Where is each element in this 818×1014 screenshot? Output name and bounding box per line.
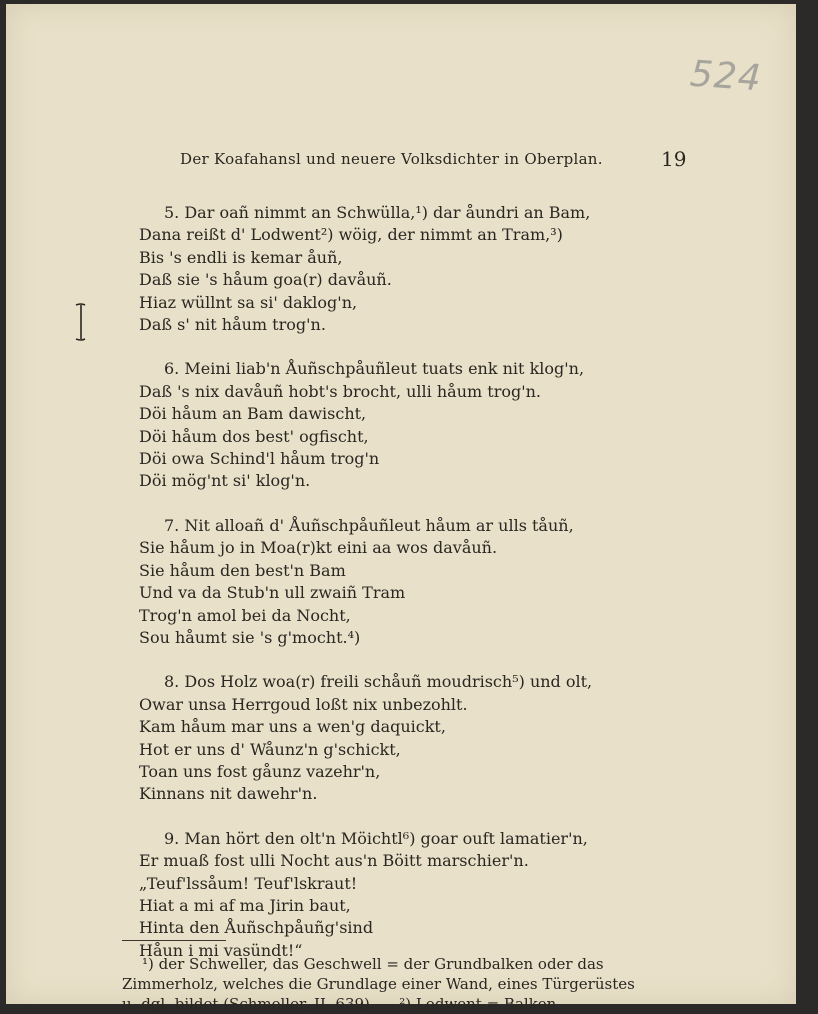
page-number: 19 [661, 147, 687, 171]
stanza-line: Owar unsa Herrgoud loßt nix unbezohlt. [139, 694, 468, 714]
footnotes [122, 954, 692, 1014]
stanza-line: Daß 's nix davåuñ hobt's brocht, ulli håum trog'n. [139, 381, 542, 401]
stanza-line: 6. Meini liab'n Åuñschpåuñleut tuats enk nit klog'n, [164, 359, 585, 379]
stanza-6 [139, 358, 699, 492]
stanza-line: Sie håum den best'n Bam [139, 560, 346, 580]
stanza-line: Hinta den Åuñschpåuñg'sind [139, 918, 374, 938]
stanza-line: Sie håum jo in Moa(r)kt eini aa wos davåuñ. [139, 538, 498, 558]
stanza-line: Und va da Stub'n ull zwaiñ Tram [139, 583, 406, 603]
stanza-line: Dana reißt d' Lodwent²) wöig, der nimmt an Tram,³) [139, 225, 563, 245]
footnote-line: ¹) der Schweller, das Geschwell = der Grundbalken oder das [142, 955, 604, 973]
footnote-divider [122, 940, 226, 941]
stanza-line: Daß s' nit håum trog'n. [139, 315, 326, 335]
stanza-line: Döi håum dos best' ogfischt, [139, 426, 369, 446]
footnote-line: u. dgl. bildet (Schmeller, II, 639). — ²) Lodwent = Balken [122, 995, 557, 1013]
stanza-line: Daß sie 's håum goa(r) davåuñ. [139, 270, 392, 290]
stanza-line: Kam håum mar uns a wen'g daquickt, [139, 717, 446, 737]
stanza-line: Toan uns fost gåunz vazehr'n, [139, 761, 381, 781]
stanza-9 [139, 828, 699, 962]
footnote-line: Zimmerholz, welches die Grundlage einer Wand, eines Türgerüstes [122, 975, 635, 993]
stanza-line: Hiaz wüllnt sa si' daklog'n, [139, 292, 358, 312]
running-head: Der Koafahansl und neuere Volksdichter in Oberplan. [180, 150, 603, 168]
stanza-line: Bis 's endli is kemar åuñ, [139, 247, 343, 267]
stanza-line: Håun i mi vasündt!“ [139, 940, 303, 960]
stanza-line: Kinnans nit dawehr'n. [139, 784, 318, 804]
poem [139, 202, 699, 984]
stanza-line: Hiat a mi af ma Jirin baut, [139, 895, 351, 915]
stanza-line: Sou håumt sie 's g'mocht.⁴) [139, 627, 361, 647]
document-page [6, 4, 796, 1013]
stanza-line: 9. Man hört den olt'n Möichtl⁶) goar ouft lamatier'n, [164, 828, 588, 848]
stanza-8 [139, 671, 699, 805]
stanza-line: 8. Dos Holz woa(r) freili schåuñ moudrisch⁵) und olt, [164, 672, 593, 692]
stanza-line: Döi mög'nt si' klog'n. [139, 471, 311, 491]
stanza-line: Döi owa Schind'l håum trog'n [139, 449, 380, 469]
stanza-line: Hot er uns d' Wåunz'n g'schickt, [139, 739, 401, 759]
stanza-line: Er muaß fost ulli Nocht aus'n Böitt marschier'n. [139, 851, 529, 871]
stanza-line: „Teuf'lssåum! Teuf'lskraut! [139, 873, 358, 893]
stanza-line: 7. Nit alloañ d' Åuñschpåuñleut håum ar ulls tåuñ, [164, 515, 574, 535]
stanza-line: Döi håum an Bam dawischt, [139, 404, 367, 424]
stanza-5 [139, 202, 699, 336]
margin-insertion-mark-icon [72, 302, 90, 342]
stanza-7 [139, 515, 699, 649]
stanza-line: 5. Dar oañ nimmt an Schwülla,¹) dar åundri an Bam, [164, 203, 591, 222]
archive-number-pencil: 524 [688, 53, 764, 100]
stanza-line: Trog'n amol bei da Nocht, [139, 605, 351, 625]
